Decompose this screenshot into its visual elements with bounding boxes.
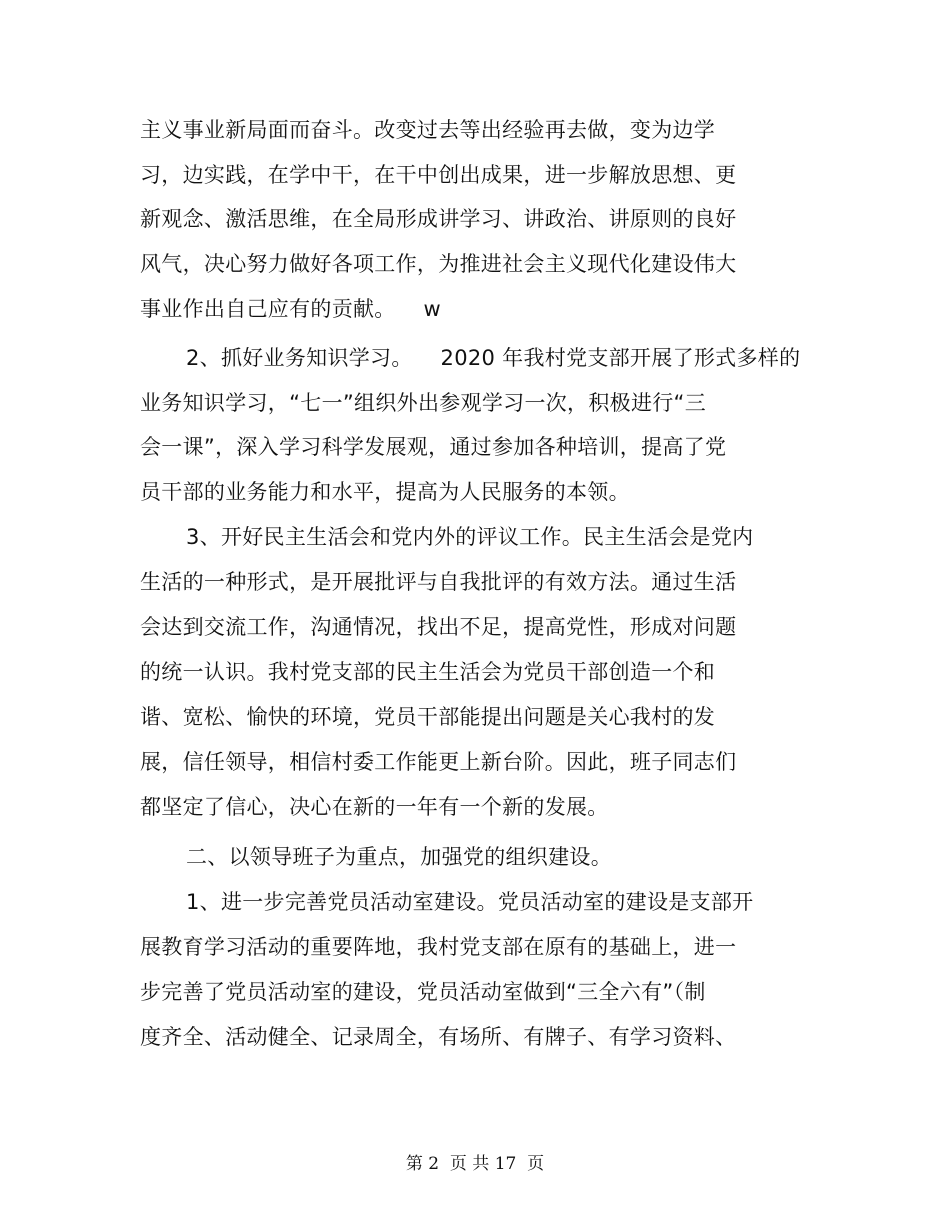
text-line: 会达到交流工作，沟通情况，找出不足，提高党性，形成对问题 — [140, 615, 737, 639]
paragraph-heading-3: 3、开好民主生活会和党内外的评议工作。民主生活会是党内 — [186, 525, 754, 549]
text-line: 新观念、激活思维，在全局形成讲学习、讲政治、讲原则的良好 — [140, 207, 737, 231]
page-number-footer: 第 2 页 共 17 页 — [405, 1154, 545, 1174]
paragraph-heading-1: 1、进一步完善党员活动室建设。党员活动室的建设是支部开 — [186, 890, 754, 914]
text-line: 主义事业新局面而奋斗。改变过去等出经验再去做，变为边学 — [140, 118, 716, 142]
text-line: 展教育学习活动的重要阵地，我村党支部在原有的基础上，进一 — [140, 935, 737, 959]
text-line: 会一课”，深入学习科学发展观，通过参加各种培训，提高了党 — [140, 435, 727, 459]
text-line: 步完善了党员活动室的建设，党员活动室做到“三全六有”（制 — [140, 980, 706, 1004]
text-line: 展，信任领导，相信村委工作能更上新台阶。因此，班子同志们 — [140, 750, 737, 774]
text-line: 风气，决心努力做好各项工作，为推进社会主义现代化建设伟大 — [140, 252, 737, 276]
text-line: 员干部的业务能力和水平，提高为人民服务的本领。 — [140, 480, 630, 504]
text-line: 谐、宽松、愉快的环境，党员干部能提出问题是关心我村的发 — [140, 705, 716, 729]
paragraph-heading-2: 2、抓好业务知识学习。 2020 年我村党支部开展了形式多样的 — [186, 346, 801, 370]
text-line: 的统一认识。我村党支部的民主生活会为党员干部创造一个和 — [140, 660, 716, 684]
text-line: 度齐全、活动健全、记录周全，有场所、有牌子、有学习资料、 — [140, 1025, 737, 1049]
text-line: 都坚定了信心，决心在新的一年有一个新的发展。 — [140, 795, 609, 819]
text-line: 事业作出自己应有的贡献。 w — [140, 297, 441, 321]
text-line: 生活的一种形式，是开展批评与自我批评的有效方法。通过生活 — [140, 570, 737, 594]
section-heading: 二、以领导班子为重点，加强党的组织建设。 — [186, 845, 612, 869]
text-line: 习，边实践，在学中干，在干中创出成果，进一步解放思想、更 — [140, 163, 737, 187]
text-line: 业务知识学习，“七一”组织外出参观学习一次，积极进行“三 — [140, 391, 707, 415]
